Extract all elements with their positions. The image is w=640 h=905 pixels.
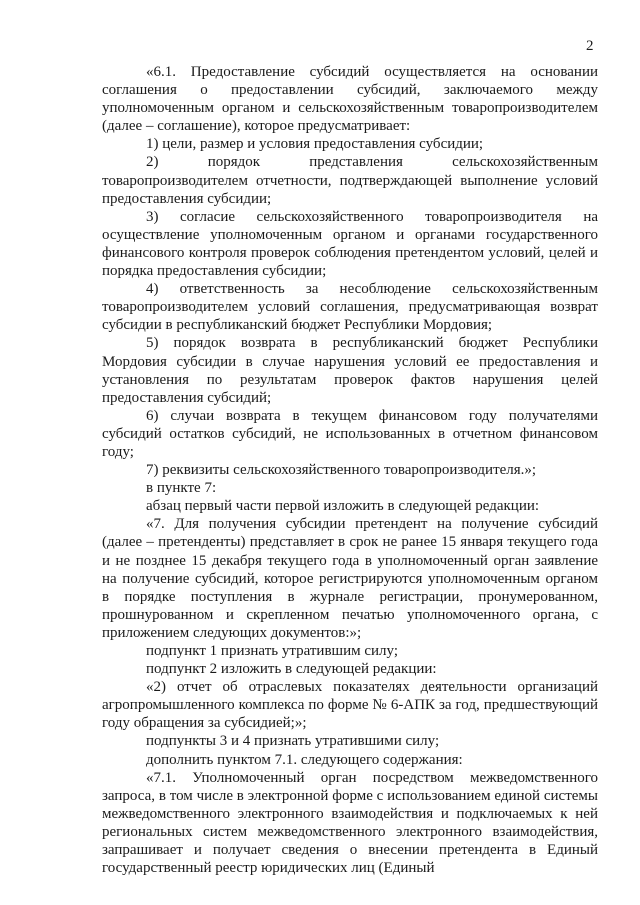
list-item-3: 3) согласие сельскохозяйственного товаропроизводителя на осуществление уполномоченным органом и органами государственного финансового контроля проверок соблюдения претендентом условий, целей и порядка предоставления субсидии; bbox=[102, 208, 598, 280]
paragraph-point-7: в пункте 7: bbox=[146, 480, 217, 497]
paragraph-subpoint-1: подпункт 1 признать утратившим силу; bbox=[146, 643, 398, 659]
paragraph-subpoint-2: подпункт 2 изложить в следующей редакции: bbox=[146, 661, 437, 678]
list-item-7: 7) реквизиты сельскохозяйственного товаропроизводителя.»; bbox=[146, 462, 537, 479]
paragraph-6-1: «6.1. Предоставление субсидий осуществляется на основании соглашения о предоставлении субсидий, заключаемого между уполномоченным органом и сельскохозяйственным товаропроизводителем (далее – соглашение), которое предусматривает: bbox=[102, 64, 598, 135]
list-item-1: 1) цели, размер и условия предоставления субсидии; bbox=[146, 136, 484, 153]
paragraph-add-7-1: дополнить пунктом 7.1. следующего содержания: bbox=[146, 751, 463, 768]
list-item-5: 5) порядок возврата в республиканский бюджет Республики Мордовия субсидии в случае нарушения условий ее предоставления и установления по результатам проверок фактов нарушения целей предоставления субсидий; bbox=[102, 335, 598, 406]
paragraph-subpoints-3-4: подпункты 3 и 4 признать утратившими силу; bbox=[146, 733, 440, 750]
paragraph-subpoint-2-text: «2) отчет об отраслевых показателях деятельности организаций агропромышленного комплекса по форме № 6-АПК за год, предшествующий году обращения за субсидией;»; bbox=[102, 679, 598, 732]
list-item-4: 4) ответственность за несоблюдение сельскохозяйственным товаропроизводителем условий соглашения, предусматривающая возврат субсидии в республиканский бюджет Республики Мордовия; bbox=[102, 281, 598, 334]
paragraph-first-paragraph: абзац первый части первой изложить в следующей редакции: bbox=[146, 498, 540, 515]
paragraph-7: «7. Для получения субсидии претендент на получение субсидий (далее – претенденты) представляет в срок не ранее 15 января текущего года и не позднее 15 декабря текущего года в уполномоченный орган заявление на получение субсидий, которое регистрируются уполномоченным органом в порядке поступления в журнале регистрации, пронумерованном, прошнурованном и скрепленном печатью уполномоченного органа, с приложением следующих документов:»; bbox=[102, 516, 598, 641]
paragraph-7-1: «7.1. Уполномоченный орган посредством межведомственного запроса, в том числе в электронной форме с использованием единой системы межведомственного электронного взаимодействия и подключаемых к ней региональных систем межведомственного электронного взаимодействия, запрашивает и получает сведения о внесении претендента в Единый государственный реестр юридических лиц (Единый bbox=[102, 769, 598, 877]
document-body bbox=[102, 63, 598, 877]
page-number: 2 bbox=[586, 38, 594, 54]
list-item-6: 6) случаи возврата в текущем финансовом году получателями субсидий остатков субсидий, не использованных в отчетном финансовом году; bbox=[102, 407, 598, 460]
list-item-2: 2) порядок представления сельскохозяйственным товаропроизводителем отчетности, подтверждающей выполнение условий предоставления субсидии; bbox=[102, 154, 598, 207]
